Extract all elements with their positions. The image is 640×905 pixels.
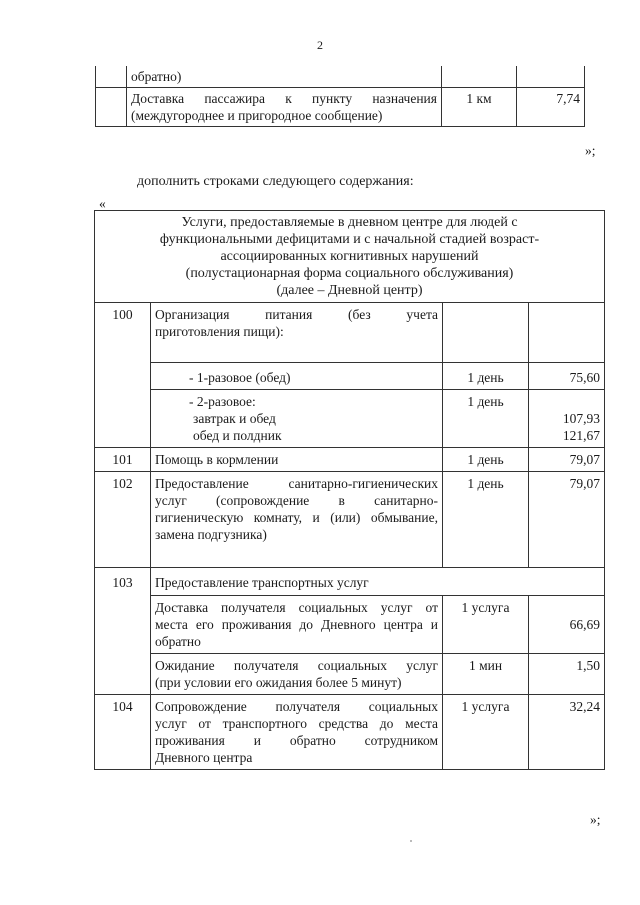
service-name	[151, 303, 443, 363]
service-name-line: услуг от транспортного средства до места	[155, 716, 438, 731]
service-name-line: обратно	[155, 634, 201, 649]
price-cell: 79,07	[529, 448, 605, 472]
header-line: (полустационарная форма социального обслуживания)	[185, 266, 514, 281]
service-name-line: Сопровождение получателя социальных	[155, 699, 438, 714]
table-row	[95, 363, 605, 390]
service-name	[151, 390, 443, 448]
price-cell: 66,69	[529, 596, 605, 654]
opening-quote: «	[99, 196, 106, 211]
table-row	[96, 66, 585, 88]
service-name-line: Ожидание получателя социальных услуг	[155, 658, 438, 673]
unit-cell: 1 день	[443, 448, 529, 472]
service-name-line: Дневного центра	[155, 750, 253, 765]
price-cell: 32,24	[529, 695, 605, 770]
service-name-line: замена подгузника)	[155, 527, 267, 542]
price-cell	[529, 303, 605, 363]
unit-cell: 1 день	[443, 472, 529, 568]
row-number: 101	[95, 448, 151, 472]
header-line: ассоциированных когнитивных нарушений	[220, 249, 479, 264]
closing-quote: »;	[590, 812, 601, 827]
table-row	[95, 448, 605, 472]
service-name: Помощь в кормлении	[151, 448, 443, 472]
service-name	[151, 596, 443, 654]
table-cell	[127, 66, 442, 88]
unit-cell: 1 день	[443, 390, 529, 448]
table-cell	[442, 66, 517, 88]
table-row	[95, 390, 605, 448]
row-number: 100	[95, 303, 151, 448]
table-row	[95, 472, 605, 568]
unit-cell: 1 км	[442, 88, 517, 127]
service-name-line: Доставка пассажира к пункту назначения	[131, 91, 437, 106]
services-table	[94, 210, 605, 770]
service-name-line: (междугороднее и пригородное сообщение)	[131, 108, 383, 123]
service-name-line: обед и полдник	[193, 428, 282, 443]
service-name	[151, 472, 443, 568]
service-name-line: Предоставление санитарно-гигиенических	[155, 476, 438, 491]
header-line: функциональными дефицитами и с начальной стадией возраст-	[159, 232, 540, 247]
service-name: Предоставление транспортных услуг	[151, 568, 605, 596]
service-name: обратно)	[131, 69, 182, 84]
scan-speck	[410, 840, 412, 842]
price-value: 107,93	[562, 411, 600, 426]
price-value: 121,67	[562, 428, 600, 443]
page-number: 2	[317, 38, 323, 52]
table-cell	[96, 66, 127, 88]
table-cell	[517, 66, 585, 88]
table-row	[95, 303, 605, 363]
service-name-line: завтрак и обед	[193, 411, 276, 426]
row-number: 103	[95, 568, 151, 695]
price-cell: 79,07	[529, 472, 605, 568]
service-name: - 1-разовое (обед)	[151, 363, 443, 390]
header-line: Услуги, предоставляемые в дневном центре для людей с	[181, 215, 518, 230]
row-number: 104	[95, 695, 151, 770]
header-line: (далее – Дневной центр)	[276, 283, 423, 298]
table-row	[96, 88, 585, 127]
table-row	[95, 695, 605, 770]
table-cell	[96, 88, 127, 127]
table-cell	[127, 88, 442, 127]
service-name-line: Организация питания (без учета	[155, 307, 438, 322]
unit-cell: 1 услуга	[443, 596, 529, 654]
unit-cell: 1 услуга	[443, 695, 529, 770]
top-table	[95, 66, 585, 127]
service-name-line: проживания и обратно сотрудником	[155, 733, 438, 748]
table-header	[95, 211, 605, 303]
service-name-line: места его проживания до Дневного центра и	[155, 617, 438, 632]
table-row	[95, 568, 605, 596]
service-name-line: услуг (сопровождение в санитарно-	[155, 493, 438, 508]
service-name-line: гигиеническую комнату, и (или) обмывание,	[155, 510, 438, 525]
service-name-line: приготовления пищи):	[155, 324, 284, 339]
service-name-line: - 2-разовое:	[189, 394, 256, 409]
unit-cell	[443, 303, 529, 363]
closing-quote: »;	[585, 143, 596, 158]
intro-text: дополнить строками следующего содержания:	[137, 174, 414, 189]
unit-cell: 1 день	[443, 363, 529, 390]
table-row	[95, 596, 605, 654]
unit-cell: 1 мин	[443, 654, 529, 695]
table-row	[95, 654, 605, 695]
service-name	[151, 654, 443, 695]
service-name	[151, 695, 443, 770]
price-cell: 7,74	[517, 88, 585, 127]
price-cell	[529, 390, 605, 448]
service-name-line: (при условии его ожидания более 5 минут)	[155, 675, 402, 690]
table-header-row	[95, 211, 605, 303]
price-cell: 1,50	[529, 654, 605, 695]
row-number: 102	[95, 472, 151, 568]
price-cell: 75,60	[529, 363, 605, 390]
service-name-line: Доставка получателя социальных услуг от	[155, 600, 438, 615]
